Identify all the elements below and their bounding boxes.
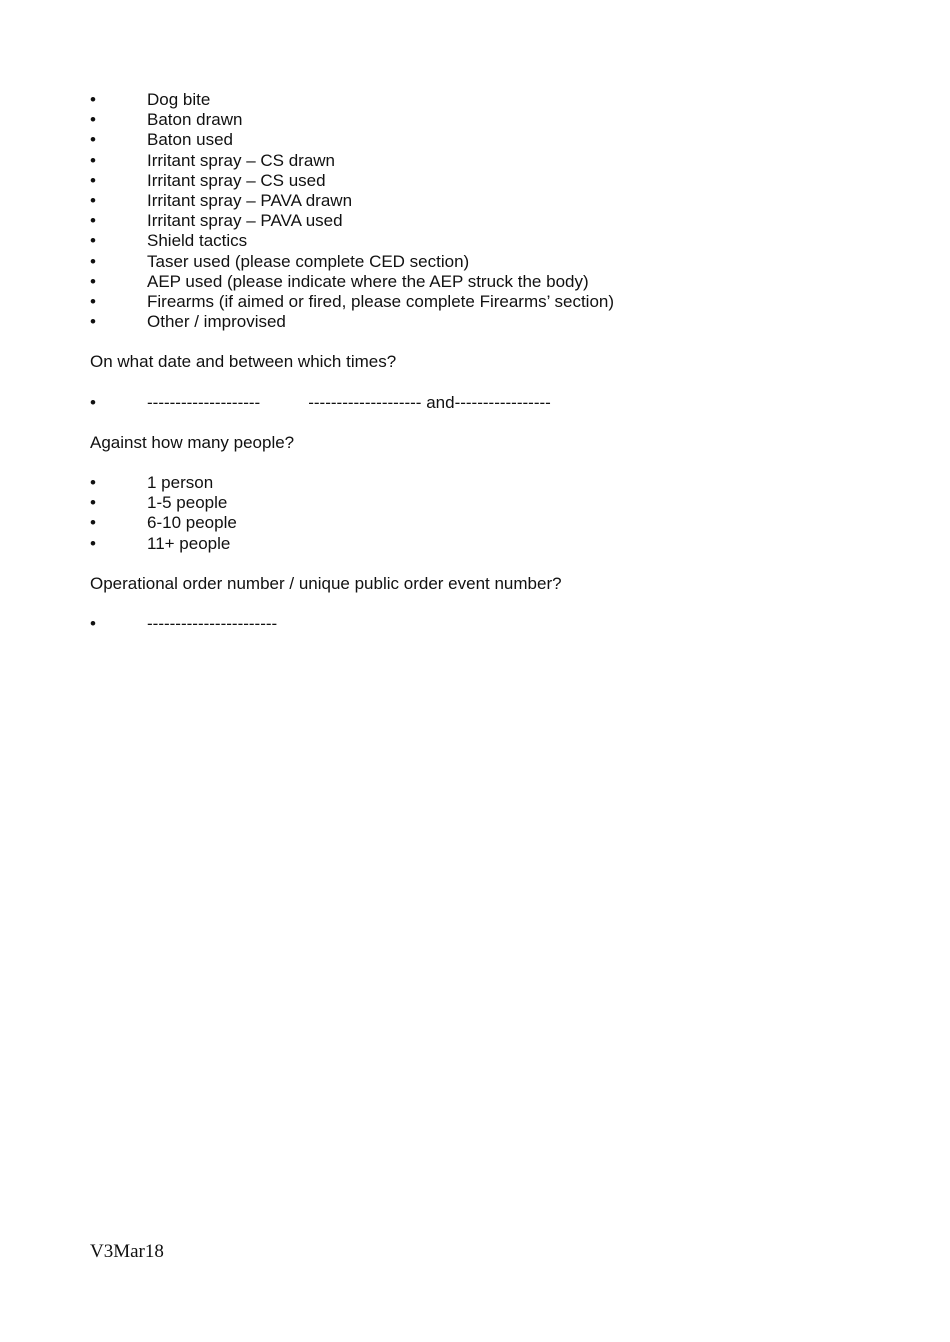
bullet-icon: • [90,393,96,412]
bullet-icon: • [90,190,96,210]
list-item-label: Other / improvised [147,312,286,332]
list-item [90,130,614,150]
list-item-label: AEP used (please indicate where the AEP struck the body) [147,271,589,291]
people-count-list [90,473,237,554]
list-item [90,171,614,191]
list-item-label: 11+ people [147,533,231,553]
bullet-icon: • [90,170,96,190]
bullet-icon: • [90,291,96,311]
version-footer: V3Mar18 [90,1241,164,1262]
list-item-label: Irritant spray – PAVA used [147,211,343,231]
list-item [90,473,237,493]
list-item [90,90,614,110]
list-item-label: Dog bite [147,90,211,109]
list-item [90,272,614,292]
list-item [90,252,614,272]
bullet-icon: • [90,533,96,553]
people-question-label: Against how many people? [90,433,295,452]
list-item [90,211,614,231]
bullet-icon: • [90,150,96,170]
order-number-blank-line [90,614,277,634]
time-from-blank: -------------------- [308,393,422,412]
list-item-label: Baton used [147,130,234,150]
bullet-icon: • [90,231,96,251]
bullet-icon: • [90,110,96,130]
bullet-icon: • [90,211,96,231]
list-item-label: Firearms (if aimed or fired, please complete Firearms’ section) [147,291,615,311]
list-item [90,312,614,332]
bullet-icon: • [90,312,96,332]
list-item [90,231,614,251]
bullet-icon: • [90,90,96,109]
date-blank: -------------------- [147,393,261,412]
bullet-icon: • [90,271,96,291]
bullet-icon: • [90,130,96,150]
bullet-icon: • [90,251,96,271]
list-item-label: 1-5 people [147,493,228,513]
time-to-blank: ----------------- [454,393,551,412]
bullet-icon: • [90,513,96,533]
list-item-label: 6-10 people [147,513,237,533]
bullet-icon: • [90,473,96,492]
list-item [90,110,614,130]
list-item [90,151,614,171]
force-type-list [90,90,614,332]
and-word: and [421,393,455,412]
list-item-label: Taser used (please complete CED section) [147,251,470,271]
bullet-icon: • [90,614,96,633]
order-number-blank: ----------------------- [147,614,278,633]
list-item [90,493,237,513]
list-item-label: 1 person [147,473,214,492]
list-item-label: Shield tactics [147,231,248,251]
list-item-label: Irritant spray – CS drawn [147,150,336,170]
spacer [260,393,308,413]
list-item [90,292,614,312]
list-item-label: Irritant spray – CS used [147,170,326,190]
date-question-label: On what date and between which times? [90,352,397,371]
order-number-question-label: Operational order number / unique public order event number? [90,574,562,593]
date-time-blank-line [90,393,551,413]
bullet-icon: • [90,493,96,513]
list-item [90,191,614,211]
list-item-label: Baton drawn [147,110,243,130]
list-item [90,513,237,533]
list-item-label: Irritant spray – PAVA drawn [147,190,353,210]
list-item [90,534,237,554]
